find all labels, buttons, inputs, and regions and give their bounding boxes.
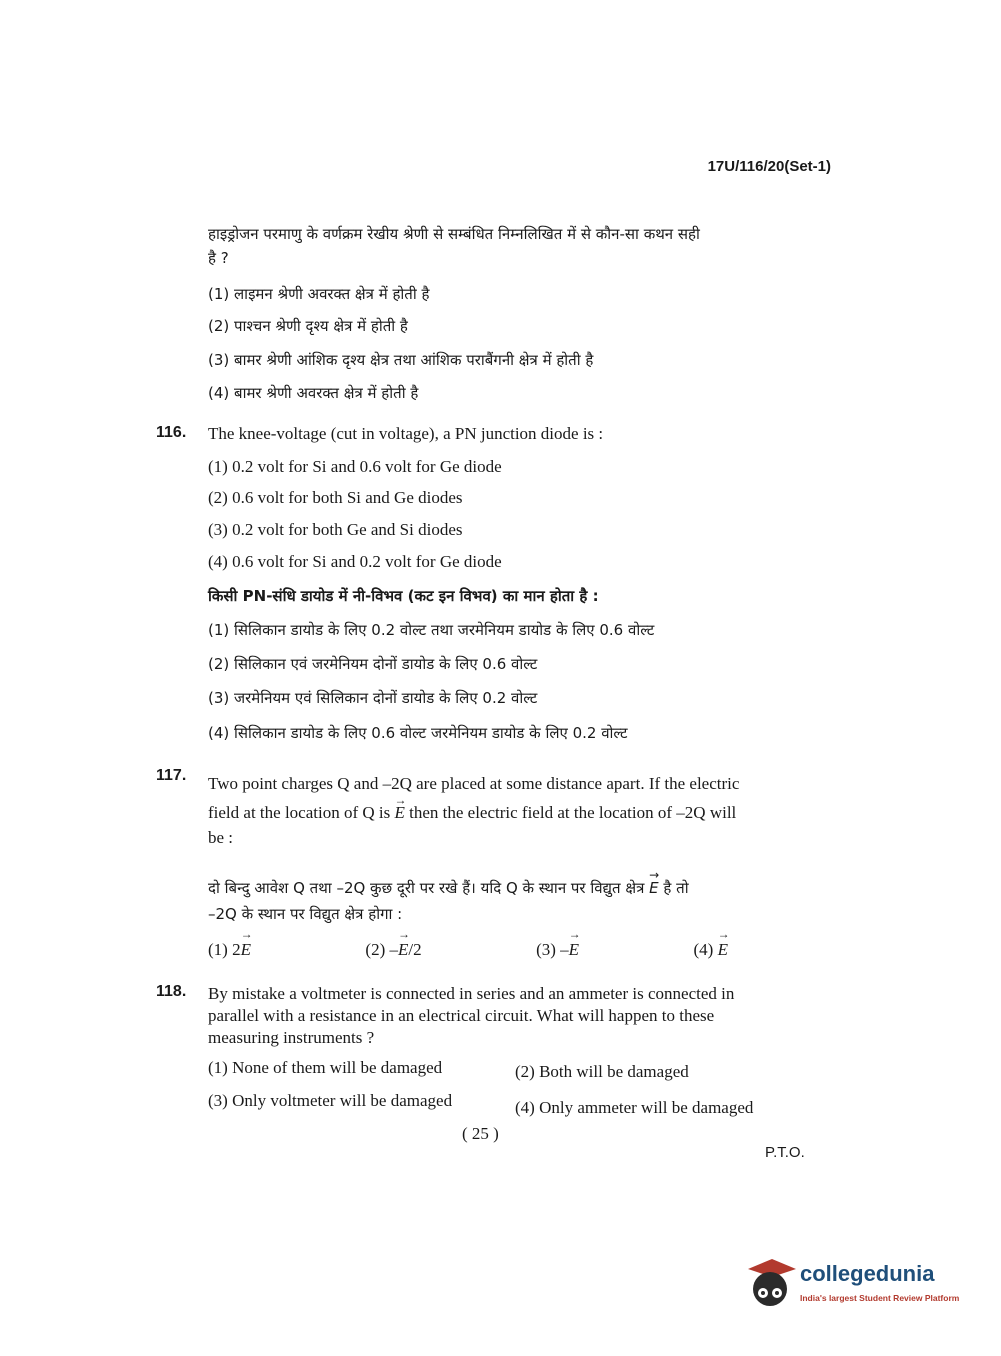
q116-option-2: (2) 0.6 volt for both Si and Ge diodes [208, 488, 463, 507]
page-number: ( 25 ) [462, 1124, 499, 1143]
q116-hindi-option-3: (3) जरमेनियम एवं सिलिकान दोनों डायोड के लिए 0.2 वोल्ट [208, 689, 538, 707]
q117-question [208, 767, 828, 850]
option-label: (4) [693, 940, 714, 959]
collegedunia-logo [742, 1255, 972, 1315]
q117-option-4 [694, 940, 728, 960]
mascot-icon [742, 1255, 798, 1315]
q117-hindi-line1-start: दो बिन्दु आवेश Q तथा –2Q कुछ दूरी पर रखे हैं। यदि Q के स्थान पर विद्युत क्षेत्र [208, 879, 645, 897]
vector-e: → E [394, 800, 404, 826]
option-prefix: – [560, 940, 569, 959]
option-prefix: 2 [232, 940, 241, 959]
q116-hindi-option-1: (1) सिलिकान डायोड के लिए 0.2 वोल्ट तथा जरमेनियम डायोड के लिए 0.6 वोल्ट [208, 621, 655, 639]
q116-hindi-option-2: (2) सिलिकान एवं जरमेनियम दोनों डायोड के लिए 0.6 वोल्ट [208, 655, 538, 673]
vector-e: → E [649, 874, 658, 902]
q117-hindi-line1 [208, 874, 828, 902]
q117-options [208, 940, 728, 960]
q118-question [208, 983, 828, 1049]
q118-number: 118. [156, 983, 187, 1000]
q117-hindi-line2: –2Q के स्थान पर विद्युत क्षेत्र होगा : [208, 905, 403, 923]
q117-line2 [208, 800, 828, 826]
q116-option-3: (3) 0.2 volt for both Ge and Si diodes [208, 520, 463, 539]
q117-option-2 [365, 940, 421, 960]
q117-option-1 [208, 940, 251, 960]
q118-option-1: (1) None of them will be damaged [208, 1058, 443, 1077]
paper-code: 17U/116/20(Set-1) [707, 158, 831, 175]
option-prefix: – [389, 940, 398, 959]
q115-hindi-stem [208, 222, 828, 270]
q116-option-4: (4) 0.6 volt for Si and 0.2 volt for Ge diode [208, 552, 502, 571]
q118-line2: parallel with a resistance in an electrical circuit. What will happen to these [208, 1006, 715, 1025]
q117-line2-end: then the electric field at the location of –2Q will [409, 803, 737, 822]
q117-number: 117. [156, 767, 187, 784]
q118-option-2: (2) Both will be damaged [515, 1062, 689, 1081]
q118-line1: By mistake a voltmeter is connected in series and an ammeter is connected in [208, 984, 735, 1003]
q116-hindi-option-4: (4) सिलिकान डायोड के लिए 0.6 वोल्ट जरमेनियम डायोड के लिए 0.2 वोल्ट [208, 724, 628, 742]
vector-e: → E [241, 940, 251, 960]
q115-option-2: (2) पाश्चन श्रेणी दृश्य क्षेत्र में होती है [208, 317, 408, 335]
q115-option-4: (4) बामर श्रेणी अवरक्त क्षेत्र में होती है [208, 384, 419, 402]
q117-line3: be : [208, 828, 234, 847]
q117-option-3 [536, 940, 579, 960]
q117-line1: Two point charges Q and –2Q are placed at some distance apart. If the electric [208, 774, 740, 793]
pto-label: P.T.O. [765, 1144, 805, 1161]
q116-number: 116. [156, 424, 187, 441]
q118-option-4: (4) Only ammeter will be damaged [515, 1098, 754, 1117]
q118-option-3: (3) Only voltmeter will be damaged [208, 1091, 453, 1110]
q116-option-1: (1) 0.2 volt for Si and 0.6 volt for Ge diode [208, 457, 502, 476]
q117-line2-start: field at the location of Q is [208, 803, 391, 822]
q116-question-hindi: किसी PN-संधि डायोड में नी-विभव (कट इन विभव) का मान होता है : [208, 587, 599, 605]
option-suffix: /2 [408, 940, 422, 959]
q115-hindi-line2: है ? [208, 249, 229, 267]
q117-hindi [208, 874, 828, 926]
q117-hindi-line1-end: है तो [663, 879, 689, 897]
option-label: (2) [365, 940, 386, 959]
option-label: (3) [536, 940, 556, 959]
vector-e: → E [569, 940, 579, 960]
logo-tagline: India's largest Student Review Platform [800, 1293, 960, 1303]
vector-e: → E [398, 940, 408, 960]
q118-line3: measuring instruments ? [208, 1028, 375, 1047]
logo-name: collegedunia [800, 1261, 935, 1286]
q115-hindi-line1: हाइड्रोजन परमाणु के वर्णक्रम रेखीय श्रेणी से सम्बंधित निम्नलिखित में से कौन-सा कथन सही [208, 225, 700, 243]
q115-option-1: (1) लाइमन श्रेणी अवरक्त क्षेत्र में होती है [208, 285, 430, 303]
q115-option-3: (3) बामर श्रेणी आंशिक दृश्य क्षेत्र तथा आंशिक पराबैंगनी क्षेत्र में होती है [208, 351, 594, 369]
vector-e: → E [718, 940, 728, 960]
q116-question: The knee-voltage (cut in voltage), a PN junction diode is : [208, 424, 604, 443]
option-label: (1) [208, 940, 228, 959]
